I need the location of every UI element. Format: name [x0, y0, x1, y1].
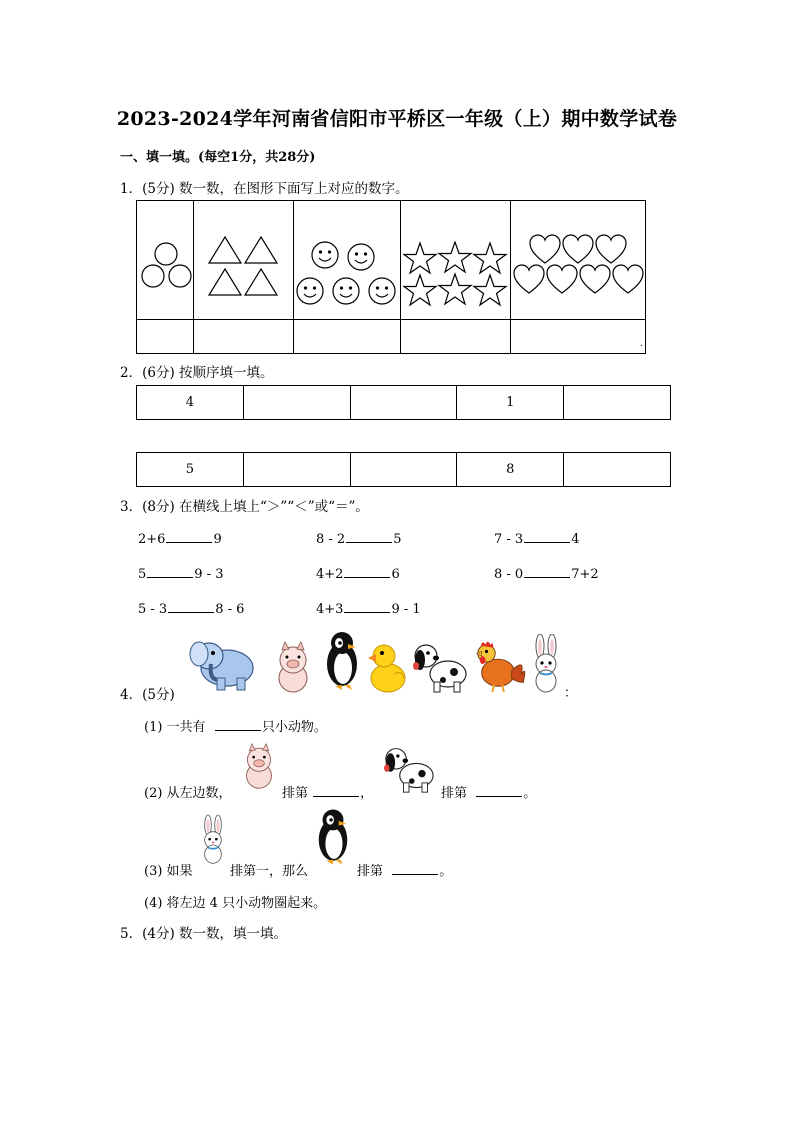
answer-blank[interactable] — [524, 530, 570, 543]
triangles-group — [207, 235, 281, 299]
answer-blank[interactable] — [344, 565, 390, 578]
answer-blank[interactable] — [392, 862, 438, 875]
seq-cell[interactable] — [564, 386, 670, 419]
seq-cell[interactable] — [351, 386, 458, 419]
compare-item: 8 - 0 7+2 — [494, 567, 599, 582]
penguin-icon — [322, 630, 362, 692]
question-3-text: 3．(8分) 在横线上填上“＞”“＜”或“＝”。 — [120, 499, 369, 515]
q4-sub2-a: (2) 从左边数， — [144, 786, 232, 801]
circles-group — [139, 241, 193, 291]
rabbit-icon — [198, 812, 228, 868]
shape-count-table — [136, 200, 646, 354]
answer-blank[interactable] — [524, 565, 570, 578]
answer-blank[interactable] — [476, 784, 522, 797]
answer-blank[interactable] — [346, 530, 392, 543]
pig-icon — [240, 742, 278, 790]
duck-icon — [366, 638, 408, 694]
dog-icon — [380, 744, 438, 794]
q4-sub3-a: (3) 如果 — [144, 864, 193, 879]
penguin-icon — [314, 806, 352, 868]
compare-item: 4+3 9 - 1 — [316, 602, 421, 617]
seq-cell[interactable] — [244, 453, 351, 486]
table-mark: . — [639, 338, 643, 349]
compare-item: 4+2 6 — [316, 567, 400, 582]
answer-blank[interactable] — [166, 530, 212, 543]
seq-cell[interactable] — [564, 453, 670, 486]
hearts-group — [513, 233, 645, 297]
page-title: 2023-2024学年河南省信阳市平桥区一年级（上）期中数学试卷 — [116, 108, 678, 130]
compare-item: 2+6 9 — [138, 532, 222, 547]
seq-cell[interactable] — [244, 386, 351, 419]
colon-mark: ： — [564, 686, 578, 701]
question-2-text: 2．(6分) 按顺序填一填。 — [120, 365, 274, 381]
question-5-text: 5．(4分) 数一数，填一填。 — [120, 926, 288, 942]
q4-sub3-b: 排第一，那么 — [230, 864, 309, 879]
section-heading: 一、填一填。(每空1分，共28分) — [120, 150, 316, 165]
stars-group — [402, 241, 510, 309]
q4-sub3-c: 排第 。 — [357, 864, 453, 879]
answer-blank[interactable] — [344, 600, 390, 613]
answer-blank[interactable] — [313, 784, 359, 797]
rabbit-icon — [528, 634, 564, 694]
answer-blank[interactable] — [168, 600, 214, 613]
smileys-group — [295, 239, 399, 311]
sequence-row-1 — [136, 385, 671, 420]
compare-item: 8 - 2 5 — [316, 532, 402, 547]
sequence-row-2 — [136, 452, 671, 487]
q4-sub2-c: 排第 。 — [441, 786, 537, 801]
seq-cell: 1 — [457, 386, 564, 419]
q4-sub4: (4) 将左边 4 只小动物圈起来。 — [144, 896, 327, 911]
compare-item: 5 - 3 8 - 6 — [138, 602, 245, 617]
compare-item: 5 9 - 3 — [138, 567, 224, 582]
seq-cell: 5 — [137, 453, 244, 486]
seq-cell: 4 — [137, 386, 244, 419]
seq-cell[interactable] — [351, 453, 458, 486]
answer-blank[interactable] — [147, 565, 193, 578]
q4-sub2-b: 排第 ， — [282, 786, 374, 801]
elephant-icon — [186, 634, 258, 692]
compare-item: 7 - 3 4 — [494, 532, 580, 547]
pig-icon — [272, 640, 314, 694]
question-1-text: 1．(5分) 数一数，在图形下面写上对应的数字。 — [120, 181, 409, 197]
seq-cell: 8 — [457, 453, 564, 486]
answer-blank[interactable] — [215, 718, 261, 731]
dog-icon — [410, 640, 470, 694]
question-4-text: 4．(5分) — [120, 687, 175, 703]
rooster-icon — [472, 636, 530, 694]
q4-sub1: (1) 一共有 只小动物。 — [144, 720, 327, 735]
